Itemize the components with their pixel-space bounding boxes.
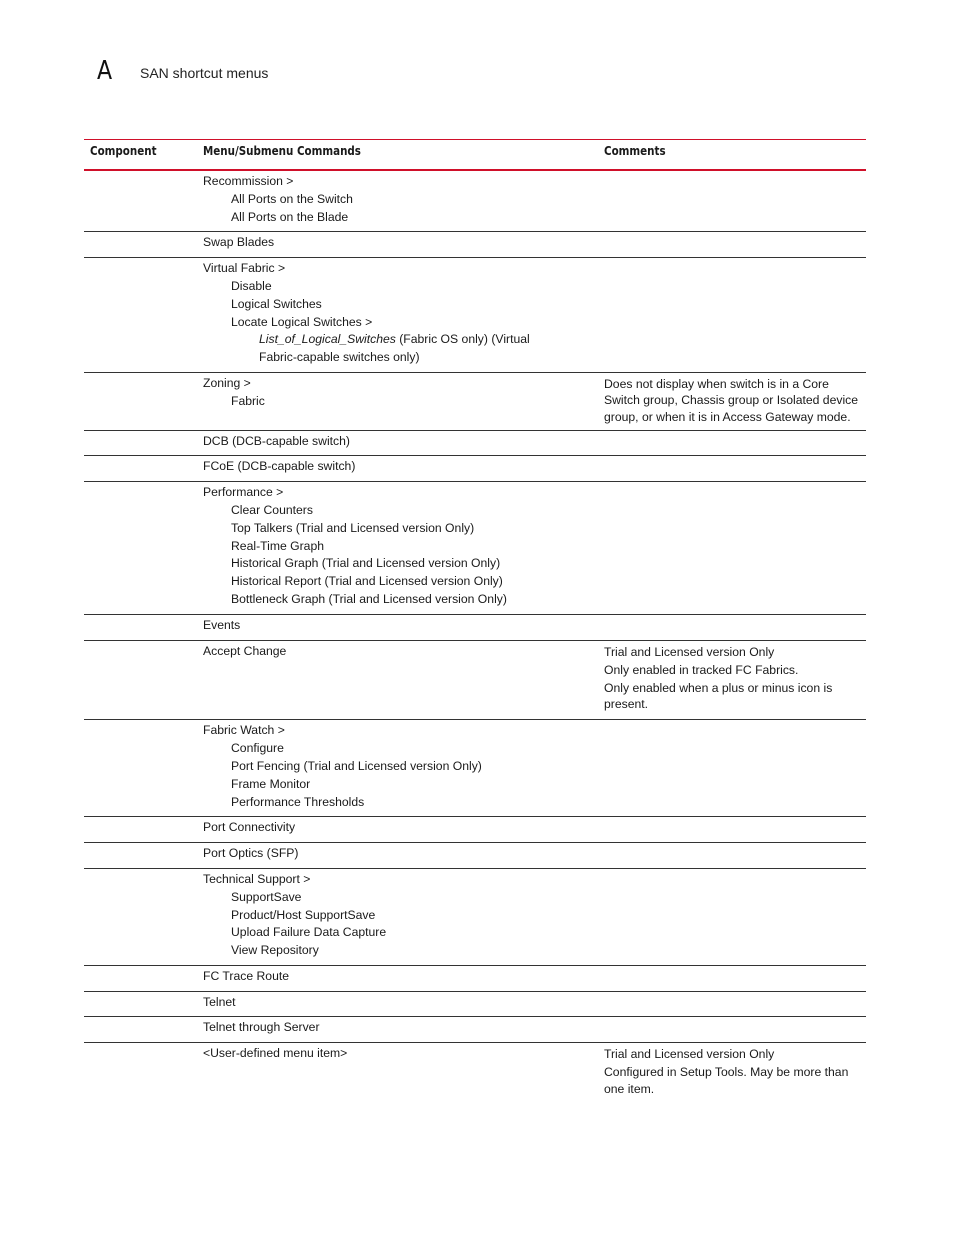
menu-command: FC Trace Route bbox=[203, 968, 290, 983]
commands-cell bbox=[203, 260, 598, 367]
column-header-commands: Menu/Submenu Commands bbox=[203, 144, 361, 158]
submenu-command: Fabric bbox=[231, 393, 265, 408]
table-row bbox=[84, 966, 866, 992]
comment: Does not display when switch is in a Core Switch group, Chassis group or Isolated device group, or when it is in Access Gateway mode. bbox=[604, 376, 859, 424]
column-header-comments: Comments bbox=[604, 144, 666, 158]
commands-cell bbox=[203, 722, 598, 811]
submenu-command: All Ports on the Switch bbox=[231, 191, 353, 206]
submenu-command: View Repository bbox=[231, 943, 319, 958]
commands-cell bbox=[203, 617, 598, 635]
submenu-command: Locate Logical Switches > bbox=[231, 314, 373, 329]
submenu-command: Logical Switches bbox=[231, 296, 322, 311]
commands-cell bbox=[203, 375, 598, 411]
submenu-command: Upload Failure Data Capture bbox=[231, 925, 387, 940]
menu-command: Telnet through Server bbox=[203, 1020, 320, 1035]
menu-command: Swap Blades bbox=[203, 235, 275, 250]
table-row bbox=[84, 843, 866, 869]
submenu-command: Performance Thresholds bbox=[231, 794, 365, 809]
commands-cell bbox=[203, 994, 598, 1012]
table-row bbox=[84, 456, 866, 482]
table-row bbox=[84, 615, 866, 641]
commands-cell bbox=[203, 458, 598, 476]
table-row bbox=[84, 720, 866, 817]
submenu-command: Frame Monitor bbox=[231, 776, 311, 791]
commands-cell bbox=[203, 1019, 598, 1037]
commands-cell bbox=[203, 819, 598, 837]
submenu-command: SupportSave bbox=[231, 889, 302, 904]
comment: Only enabled when a plus or minus icon is present. bbox=[604, 680, 833, 712]
column-header-component: Component bbox=[90, 144, 157, 158]
commands-cell bbox=[203, 968, 598, 986]
comment: Configured in Setup Tools. May be more than one item. bbox=[604, 1065, 849, 1096]
table-header bbox=[84, 139, 866, 171]
menu-command: Port Optics (SFP) bbox=[203, 846, 299, 861]
menu-command: Virtual Fabric > bbox=[203, 261, 286, 276]
menu-command: Telnet bbox=[203, 994, 236, 1009]
submenu-command: All Ports on the Blade bbox=[231, 209, 349, 224]
sub-submenu-command bbox=[203, 331, 598, 349]
comment: Only enabled in tracked FC Fabrics. bbox=[604, 662, 799, 677]
shortcut-menu-table bbox=[84, 139, 866, 1096]
menu-command: FCoE (DCB-capable switch) bbox=[203, 459, 356, 474]
table-row bbox=[84, 869, 866, 966]
chapter-letter: A bbox=[97, 56, 113, 86]
table-row bbox=[84, 817, 866, 843]
menu-command: Events bbox=[203, 617, 241, 632]
commands-cell bbox=[203, 433, 598, 451]
comment: Trial and Licensed version Only bbox=[604, 1047, 775, 1062]
commands-cell bbox=[203, 234, 598, 252]
table-row bbox=[84, 641, 866, 721]
sub-submenu-note: (Fabric OS only) (Virtual bbox=[395, 332, 530, 347]
table-row bbox=[84, 482, 866, 615]
submenu-command: Product/Host SupportSave bbox=[231, 907, 376, 922]
page-header-title: SAN shortcut menus bbox=[140, 65, 269, 81]
comments-cell bbox=[604, 376, 864, 427]
table-row bbox=[84, 992, 866, 1018]
comment: Trial and Licensed version Only bbox=[604, 644, 775, 659]
table-row bbox=[84, 232, 866, 258]
commands-cell bbox=[203, 643, 598, 661]
submenu-command: Bottleneck Graph (Trial and Licensed version Only) bbox=[231, 591, 507, 606]
logical-switch-list-placeholder: List_of_Logical_Switches bbox=[259, 332, 396, 347]
table-row bbox=[84, 258, 866, 373]
table-row bbox=[84, 431, 866, 457]
table-row-last bbox=[84, 1043, 866, 1096]
submenu-command: Configure bbox=[231, 741, 284, 756]
commands-cell bbox=[203, 173, 598, 226]
comments-cell bbox=[604, 1046, 864, 1099]
commands-cell bbox=[203, 845, 598, 863]
comments-cell bbox=[604, 644, 864, 715]
commands-cell bbox=[203, 484, 598, 609]
menu-command: DCB (DCB-capable switch) bbox=[203, 433, 350, 448]
table-row bbox=[84, 373, 866, 431]
table-row bbox=[84, 171, 866, 232]
submenu-command: Real-Time Graph bbox=[231, 538, 325, 553]
submenu-command: Port Fencing (Trial and Licensed version Only) bbox=[231, 758, 482, 773]
commands-cell bbox=[203, 871, 598, 960]
sub-submenu-note-continued: Fabric-capable switches only) bbox=[259, 350, 420, 365]
submenu-command: Historical Graph (Trial and Licensed version Only) bbox=[231, 556, 501, 571]
submenu-command: Historical Report (Trial and Licensed version Only) bbox=[231, 574, 503, 589]
menu-command: Zoning > bbox=[203, 375, 251, 390]
menu-command: <User-defined menu item> bbox=[203, 1046, 348, 1061]
menu-command: Recommission > bbox=[203, 174, 294, 188]
menu-command: Performance > bbox=[203, 485, 284, 500]
submenu-command: Top Talkers (Trial and Licensed version Only) bbox=[231, 520, 475, 535]
commands-cell bbox=[203, 1045, 598, 1063]
menu-command: Port Connectivity bbox=[203, 820, 296, 835]
menu-command: Accept Change bbox=[203, 643, 287, 658]
submenu-command: Clear Counters bbox=[231, 502, 313, 517]
submenu-command: Disable bbox=[231, 278, 272, 293]
menu-command: Fabric Watch > bbox=[203, 723, 285, 738]
menu-command: Technical Support > bbox=[203, 871, 311, 886]
table-row bbox=[84, 1017, 866, 1043]
